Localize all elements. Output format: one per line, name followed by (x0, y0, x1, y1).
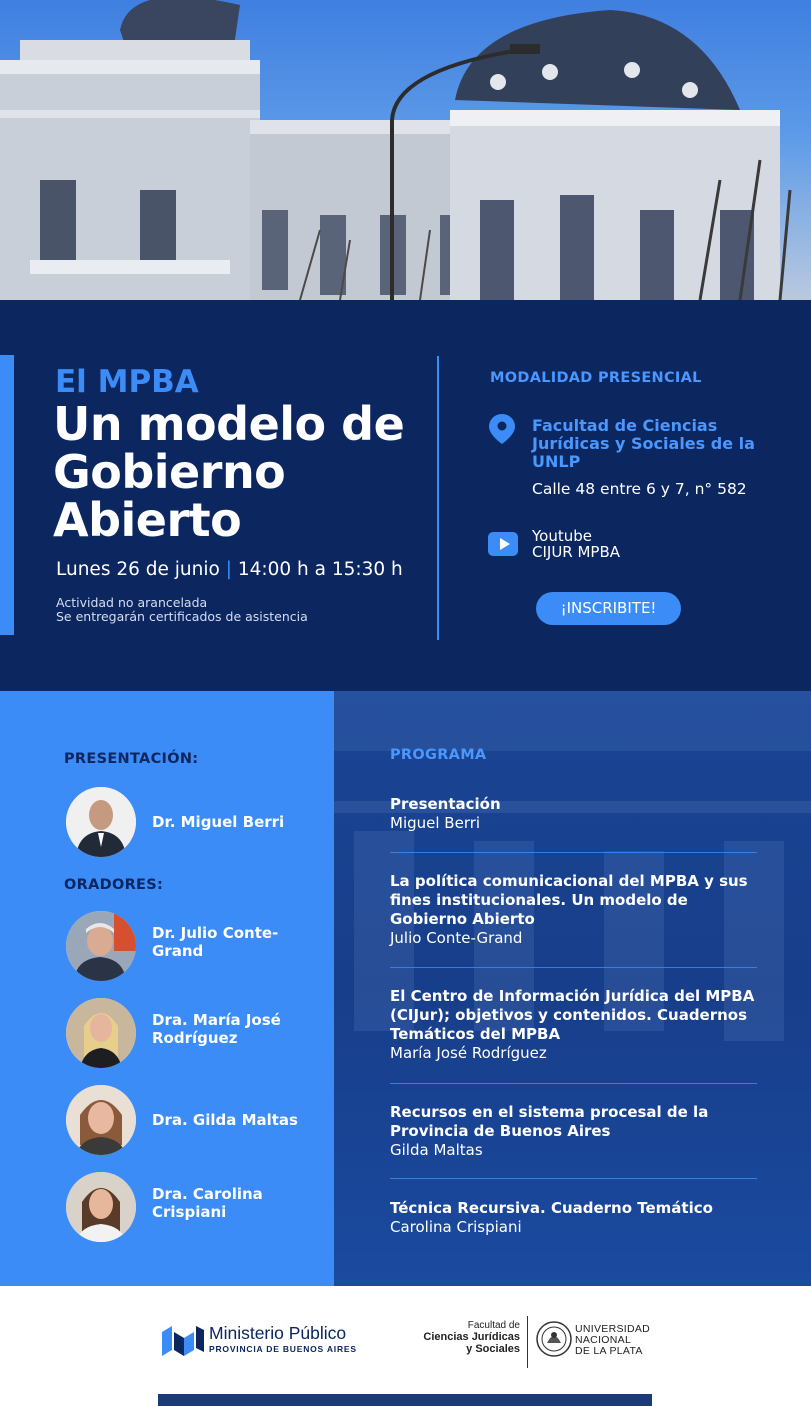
faculty-line-3: y Sociales (466, 1343, 520, 1355)
speaker-name: Dr. Julio Conte-Grand (152, 924, 279, 960)
event-title: Un modelo de Gobierno Abierto (53, 397, 405, 547)
speakers-column (0, 691, 334, 1286)
event-date (56, 559, 403, 580)
program-divider (390, 1083, 757, 1084)
time-text: 14:00 h a 15:30 h (237, 559, 403, 580)
program-divider (390, 967, 757, 968)
speaker-photo-avatar (66, 787, 136, 857)
program-item-title: El Centro de Información Jurídica del MPBA (CIJur); objetivos y contenidos. Cuadernos Temáticos del MPBA (390, 987, 755, 1043)
venue-address: Calle 48 entre 6 y 7, n° 582 (532, 480, 747, 498)
ministerio-publico-logo-icon (162, 1326, 204, 1356)
program-item-title: Presentación (390, 795, 501, 813)
program-divider (390, 852, 757, 853)
program-item (390, 872, 760, 948)
program-item-speaker: Julio Conte-Grand (390, 929, 523, 947)
speaker-name: Dra. Gilda Maltas (152, 1111, 298, 1129)
speaker-card (66, 998, 334, 1068)
footer-bar (158, 1394, 652, 1406)
program-item-speaker: Miguel Berri (390, 814, 481, 832)
speaker-card (66, 911, 334, 981)
program-item-speaker: Carolina Crispiani (390, 1218, 522, 1236)
speaker-card (66, 787, 334, 857)
note-certificate: Se entregarán certificados de asistencia (56, 609, 308, 624)
unlp-line-2: NACIONAL (575, 1334, 632, 1346)
program-column (334, 691, 811, 1286)
speaker-name: Dra. Carolina Crispiani (152, 1185, 263, 1221)
youtube-channel[interactable] (532, 528, 620, 560)
date-text: Lunes 26 de junio (56, 559, 220, 580)
speaker-photo-avatar (66, 1172, 136, 1242)
modality-label: MODALIDAD PRESENCIAL (490, 370, 702, 386)
speaker-name: Dra. María José Rodríguez (152, 1011, 281, 1047)
note-free: Actividad no arancelada (56, 595, 208, 610)
event-info-band (0, 300, 811, 691)
program-item-title: Recursos en el sistema procesal de la Provincia de Buenos Aires (390, 1103, 709, 1140)
ministerio-publico-name: Ministerio Público (209, 1323, 347, 1343)
program-item (390, 1103, 760, 1160)
faculty-line-2: Ciencias Jurídicas (423, 1331, 520, 1343)
faculty-logo-text (420, 1320, 520, 1355)
youtube-handle: CIJUR MPBA (532, 543, 621, 561)
footer-logos (0, 1286, 811, 1406)
ministerio-publico-subtitle: PROVINCIA DE BUENOS AIRES (209, 1344, 357, 1354)
youtube-play-icon (488, 532, 518, 556)
event-kicker: El MPBA (55, 364, 199, 400)
program-divider (390, 1178, 757, 1179)
speaker-card (66, 1172, 334, 1242)
speaker-photo-avatar (66, 998, 136, 1068)
program-item (390, 987, 760, 1063)
register-button[interactable]: ¡INSCRIBITE! (536, 592, 681, 625)
faculty-line-1: Facultad de (467, 1320, 520, 1331)
unlp-line-1: UNIVERSIDAD (575, 1323, 651, 1335)
column-divider (437, 356, 439, 640)
unlp-name (575, 1324, 650, 1357)
speaker-photo-avatar (66, 911, 136, 981)
program-item (390, 795, 760, 833)
program-heading: PROGRAMA (390, 747, 487, 763)
hero-building-photo (0, 0, 811, 300)
speaker-card (66, 1085, 334, 1155)
location-pin-icon (489, 414, 515, 444)
program-item-title: La política comunicacional del MPBA y sus fines institucionales. Un modelo de Gobierno Abierto (390, 872, 748, 928)
venue-name: Facultad de Ciencias Jurídicas y Sociales de la UNLP (532, 416, 755, 471)
accent-bar (0, 355, 14, 635)
unlp-line-3: DE LA PLATA (575, 1345, 643, 1357)
speakers-heading: ORADORES: (64, 877, 164, 893)
presentation-heading: PRESENTACIÓN: (64, 751, 199, 767)
unlp-seal-icon (535, 1319, 573, 1359)
program-item-speaker: Gilda Maltas (390, 1141, 483, 1159)
program-item-speaker: María José Rodríguez (390, 1044, 547, 1062)
youtube-label: Youtube (532, 527, 592, 545)
logo-divider (527, 1316, 528, 1368)
speaker-photo-avatar (66, 1085, 136, 1155)
speaker-name: Dr. Miguel Berri (152, 813, 285, 831)
building-illustration (0, 0, 811, 300)
program-item (390, 1199, 760, 1237)
program-item-title: Técnica Recursiva. Cuaderno Temático (390, 1199, 713, 1217)
date-separator: | (225, 559, 232, 580)
